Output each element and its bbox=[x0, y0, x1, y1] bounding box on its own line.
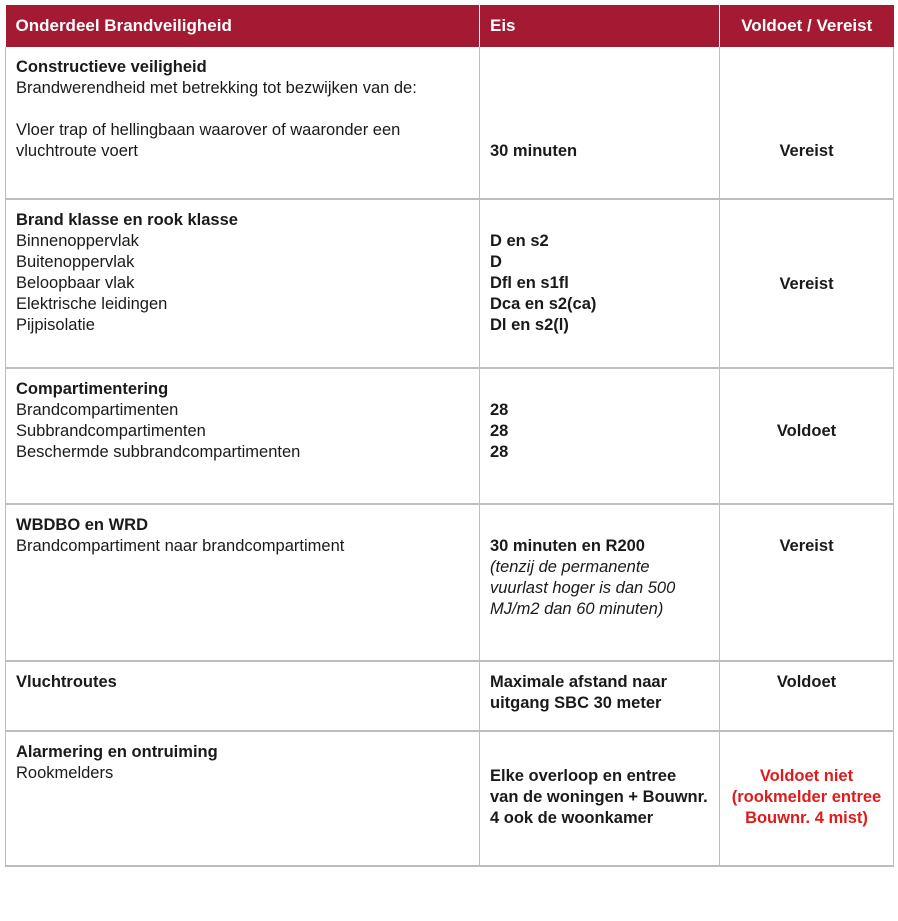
table-row bbox=[6, 368, 894, 504]
row-eis-cell bbox=[480, 504, 720, 661]
row-line: Brandcompartiment naar brandcompartiment bbox=[16, 537, 345, 555]
row-status-cell bbox=[720, 368, 894, 504]
table-row bbox=[6, 47, 894, 199]
status-text: Vereist bbox=[779, 142, 834, 160]
row-onderdeel-cell bbox=[6, 199, 480, 368]
row-eis-cell bbox=[480, 731, 720, 866]
row-line: Brandwerendheid met betrekking tot bezwijken van de: bbox=[16, 79, 417, 97]
table-row bbox=[6, 199, 894, 368]
row-line: Rookmelders bbox=[16, 764, 114, 782]
row-requirement: 28 bbox=[490, 443, 509, 461]
row-title: Alarmering en ontruiming bbox=[16, 743, 218, 761]
row-title: Brand klasse en rook klasse bbox=[16, 211, 238, 229]
row-requirement-note: (tenzij de permanente vuurlast hoger is dan 500 MJ/m2 dan 60 minuten) bbox=[490, 558, 676, 618]
status-text: Vereist bbox=[779, 537, 834, 555]
row-requirement: Dfl en s1fl bbox=[490, 274, 569, 292]
row-status-cell bbox=[720, 504, 894, 661]
row-requirement: 30 minuten bbox=[490, 142, 578, 160]
row-eis-cell bbox=[480, 368, 720, 504]
row-status-cell bbox=[720, 199, 894, 368]
row-status-cell bbox=[720, 47, 894, 199]
table-row bbox=[6, 661, 894, 731]
row-requirement: 28 bbox=[490, 422, 509, 440]
row-line: Subbrandcompartimenten bbox=[16, 422, 206, 440]
row-title: Constructieve veiligheid bbox=[16, 58, 207, 76]
row-line: Beloopbaar vlak bbox=[16, 274, 135, 292]
row-requirement: 30 minuten en R200 bbox=[490, 537, 645, 555]
row-title: WBDBO en WRD bbox=[16, 516, 148, 534]
row-requirement: Dl en s2(l) bbox=[490, 316, 569, 334]
row-line: Binnenoppervlak bbox=[16, 232, 139, 250]
status-text: Voldoet niet (rookmelder entree Bouwnr. 4 mist) bbox=[731, 767, 882, 827]
row-requirement: Maximale afstand naar uitgang SBC 30 meter bbox=[490, 673, 667, 712]
header-onderdeel: Onderdeel Brandveiligheid bbox=[6, 5, 480, 47]
row-line: Buitenoppervlak bbox=[16, 253, 135, 271]
header-status: Voldoet / Vereist bbox=[720, 5, 894, 47]
table-row bbox=[6, 504, 894, 661]
row-onderdeel-cell bbox=[6, 504, 480, 661]
row-title: Vluchtroutes bbox=[16, 673, 117, 691]
row-requirement: D en s2 bbox=[490, 232, 549, 250]
header-eis: Eis bbox=[480, 5, 720, 47]
row-requirement: Dca en s2(ca) bbox=[490, 295, 597, 313]
row-eis-cell bbox=[480, 661, 720, 731]
row-status-cell bbox=[720, 661, 894, 731]
row-onderdeel-cell bbox=[6, 368, 480, 504]
status-text: Voldoet bbox=[776, 422, 837, 440]
row-requirement: D bbox=[490, 253, 502, 271]
row-requirement: 28 bbox=[490, 401, 509, 419]
status-text: Vereist bbox=[779, 275, 834, 293]
fire-safety-table bbox=[5, 5, 894, 867]
status-text: Voldoet bbox=[776, 673, 837, 691]
row-status-cell bbox=[720, 731, 894, 866]
row-requirement: Elke overloop en entree van de woningen + Bouwnr. 4 ook de woonkamer bbox=[490, 767, 708, 827]
row-line: Brandcompartimenten bbox=[16, 401, 179, 419]
row-line: Elektrische leidingen bbox=[16, 295, 168, 313]
row-line: Vloer trap of hellingbaan waarover of waaronder een vluchtroute voert bbox=[16, 121, 401, 160]
row-onderdeel-cell bbox=[6, 47, 480, 199]
row-title: Compartimentering bbox=[16, 380, 169, 398]
row-onderdeel-cell bbox=[6, 731, 480, 866]
table-row bbox=[6, 731, 894, 866]
row-eis-cell bbox=[480, 199, 720, 368]
row-eis-cell bbox=[480, 47, 720, 199]
table-header-row bbox=[6, 5, 894, 47]
row-line: Pijpisolatie bbox=[16, 316, 95, 334]
row-onderdeel-cell bbox=[6, 661, 480, 731]
row-line: Beschermde subbrandcompartimenten bbox=[16, 443, 301, 461]
